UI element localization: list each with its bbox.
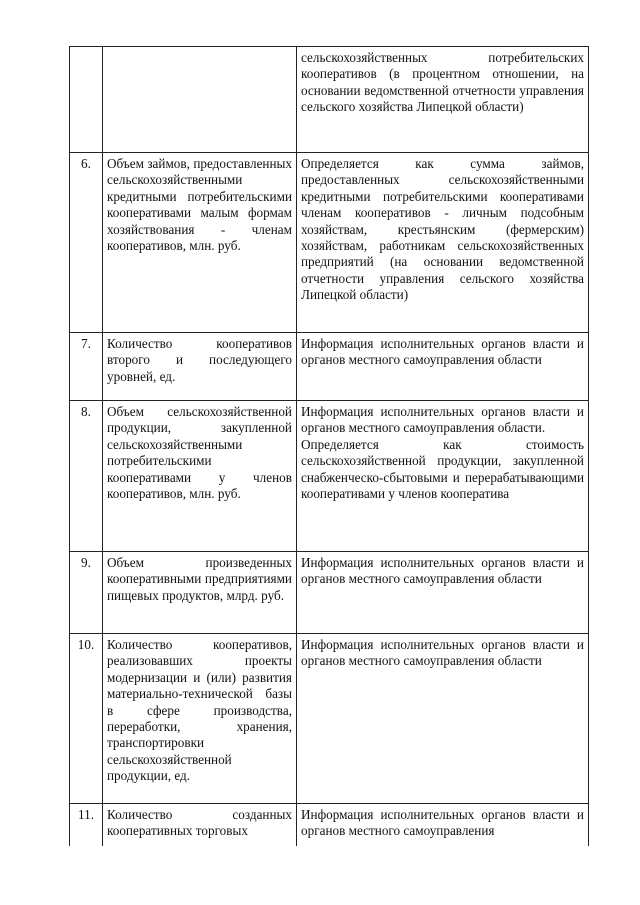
method-cell xyxy=(297,401,589,552)
row-number xyxy=(70,47,103,153)
table-row xyxy=(70,47,589,153)
method-paragraph: Информация исполнительных органов власти и органов местного самоуправления области xyxy=(301,336,584,368)
indicator-cell: Объем произведенных кооперативными предприятиями пищевых продуктов, млрд. руб. xyxy=(103,552,297,634)
indicator-cell: Количество кооперативов, реализовавших проекты модернизации и (или) развития материально-технической базы в сфере производства, переработки, хранения, транспортировки сельскохозяйственной продукции, ед. xyxy=(103,634,297,804)
row-number: 11. xyxy=(70,804,103,846)
method-cell xyxy=(297,153,589,333)
method-paragraph: Информация исполнительных органов власти и органов местного самоуправления xyxy=(301,807,584,839)
method-cell xyxy=(297,333,589,401)
table-row xyxy=(70,153,589,333)
table-row xyxy=(70,401,589,552)
table-row xyxy=(70,804,589,846)
method-cell xyxy=(297,552,589,634)
table-row xyxy=(70,634,589,804)
indicators-table xyxy=(69,46,589,846)
table-row xyxy=(70,552,589,634)
method-paragraph: Определяется как стоимость сельскохозяйственной продукции, закупленной снабженческо-сбытовыми и перерабатывающими кооперативами у членов кооператива xyxy=(301,436,584,502)
row-number: 9. xyxy=(70,552,103,634)
method-cell xyxy=(297,47,589,153)
method-paragraph: сельскохозяйственных потребительских кооперативов (в процентном отношении, на основании ведомственной отчетности управления сельского хозяйства Липецкой области) xyxy=(301,50,584,115)
indicator-cell: Объем сельскохозяйственной продукции, закупленной сельскохозяйственными потребительскими кооперативами у членов кооперативов, млн. руб. xyxy=(103,401,297,552)
method-cell xyxy=(297,634,589,804)
row-number: 8. xyxy=(70,401,103,552)
indicator-cell: Количество созданных кооперативных торговых xyxy=(103,804,297,846)
indicator-cell: Количество кооперативов второго и последующего уровней, ед. xyxy=(103,333,297,401)
indicators-table-body xyxy=(70,47,589,846)
method-paragraph: Информация исполнительных органов власти и органов местного самоуправления области xyxy=(301,637,584,669)
method-paragraph: Определяется как сумма займов, предоставленных сельскохозяйственными кредитными потребительскими кооперативами членам кооперативов - личным подсобным хозяйствам, крестьянским (фермерским) хозяйствам, работникам сельскохозяйственных предприятий (на основании ведомственной отчетности управления сельского хозяйства Липецкой области) xyxy=(301,156,584,303)
method-paragraph: Информация исполнительных органов власти и органов местного самоуправления области. xyxy=(301,404,584,436)
indicator-cell xyxy=(103,47,297,153)
method-paragraph: Информация исполнительных органов власти и органов местного самоуправления области xyxy=(301,555,584,587)
table-row xyxy=(70,333,589,401)
row-number: 7. xyxy=(70,333,103,401)
row-number: 10. xyxy=(70,634,103,804)
indicator-cell: Объем займов, предоставленных сельскохозяйственными кредитными потребительскими кооперативами малым формам хозяйствования - членам кооперативов, млн. руб. xyxy=(103,153,297,333)
method-cell xyxy=(297,804,589,846)
row-number: 6. xyxy=(70,153,103,333)
